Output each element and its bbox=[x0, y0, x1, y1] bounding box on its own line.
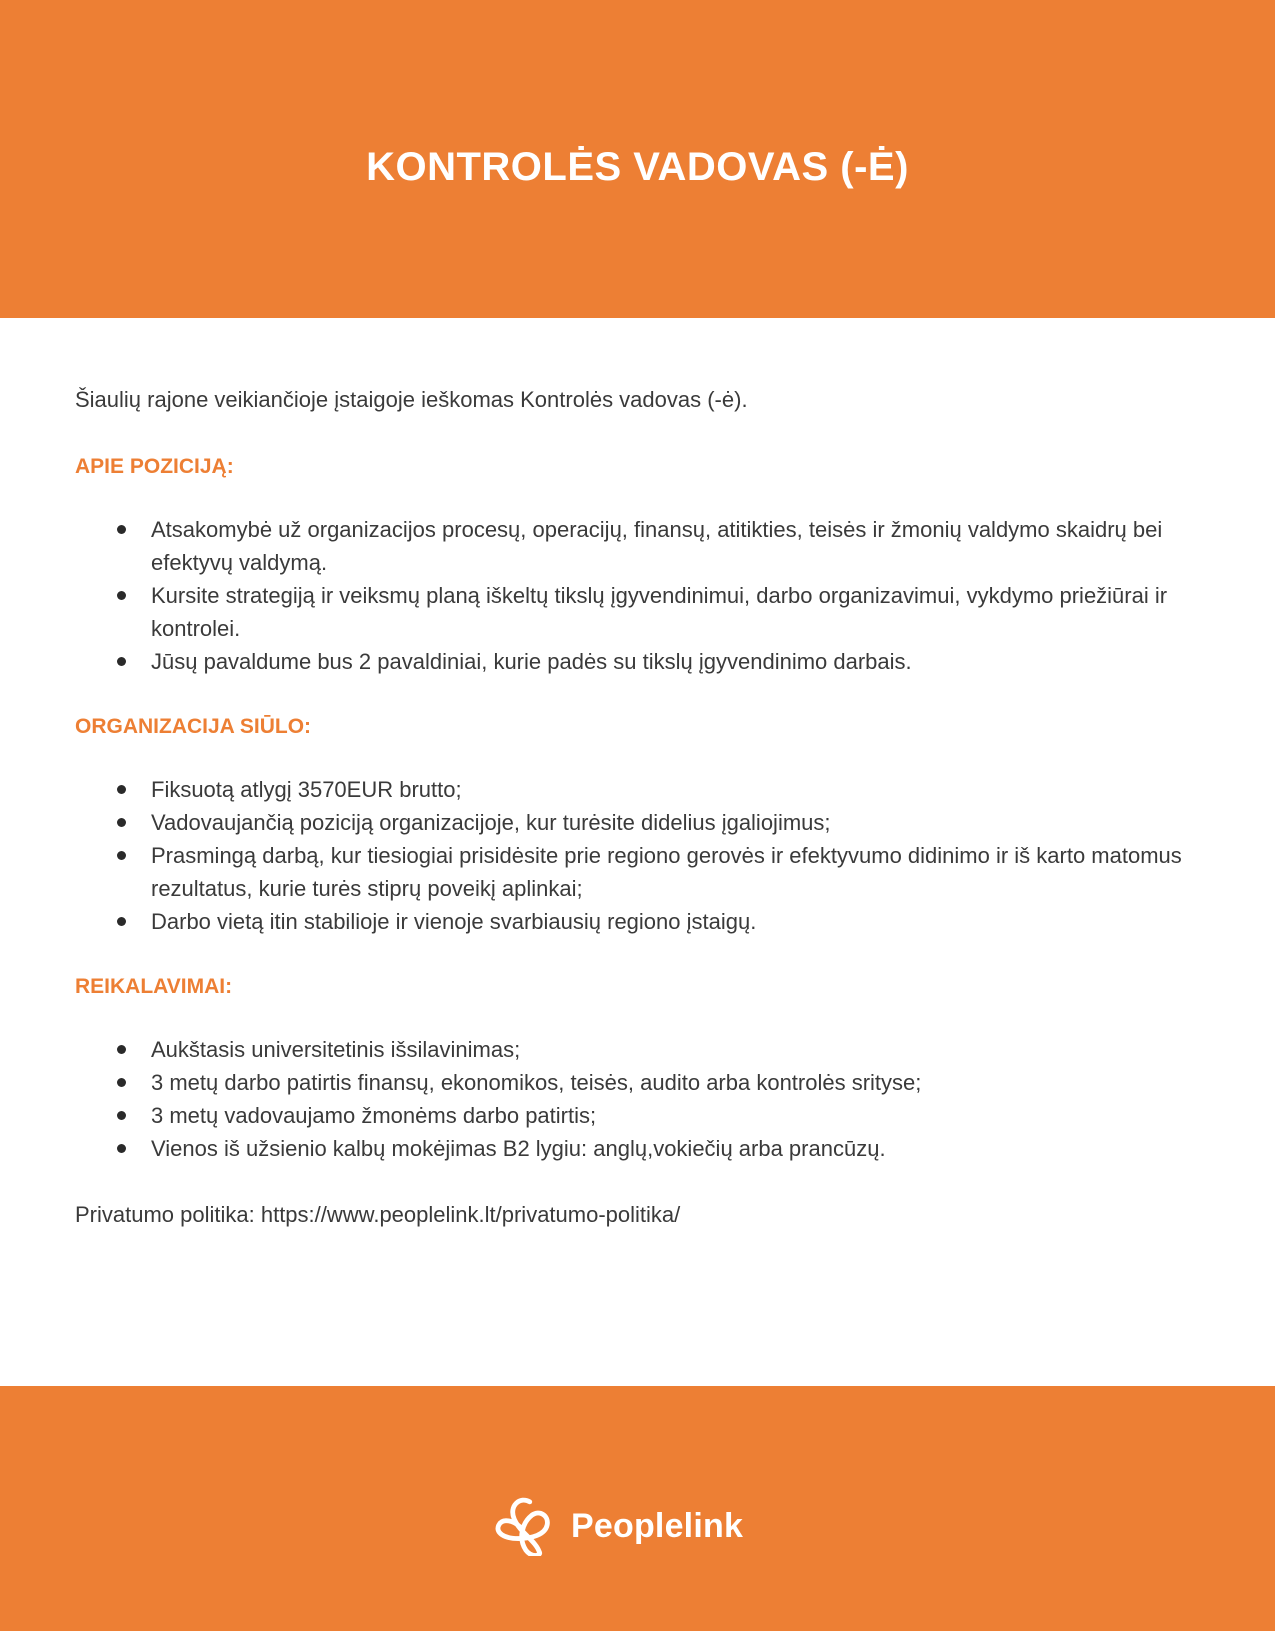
footer-banner bbox=[0, 1386, 1275, 1631]
bullet-icon bbox=[117, 1111, 126, 1120]
about-list bbox=[75, 513, 1205, 678]
list-item-text: Fiksuotą atlygį 3570EUR brutto; bbox=[151, 777, 462, 802]
peoplelink-logo-icon bbox=[493, 1496, 551, 1556]
document-body bbox=[75, 384, 1205, 1231]
bullet-icon bbox=[117, 785, 126, 794]
list-item-text: Vadovaujančią poziciją organizacijoje, kur turėsite didelius įgaliojimus; bbox=[151, 810, 831, 835]
requirements-list bbox=[75, 1033, 1205, 1165]
list-item bbox=[75, 645, 1205, 678]
privacy-policy-text: Privatumo politika: https://www.peoplelink.lt/privatumo-politika/ bbox=[75, 1202, 681, 1227]
header-banner bbox=[0, 0, 1275, 318]
list-item bbox=[75, 1066, 1205, 1099]
bullet-icon bbox=[117, 818, 126, 827]
section-heading-about: APIE POZICIJĄ: bbox=[75, 455, 234, 478]
offer-list bbox=[75, 773, 1205, 938]
list-item-text: Atsakomybė už organizacijos procesų, operacijų, finansų, atitikties, teisės ir žmonių valdymo skaidrų bei efektyvų valdymą. bbox=[151, 517, 1163, 575]
list-item-text: Kursite strategiją ir veiksmų planą iškeltų tikslų įgyvendinimui, darbo organizavimui, vykdymo priežiūrai ir kontrolei. bbox=[151, 583, 1168, 641]
list-item bbox=[75, 806, 1205, 839]
list-item-text: Jūsų pavaldume bus 2 pavaldiniai, kurie padės su tikslų įgyvendinimo darbais. bbox=[151, 649, 912, 674]
list-item bbox=[75, 579, 1205, 645]
list-item bbox=[75, 839, 1205, 905]
bullet-icon bbox=[117, 1078, 126, 1087]
list-item bbox=[75, 513, 1205, 579]
bullet-icon bbox=[117, 525, 126, 534]
section-heading-offer: ORGANIZACIJA SIŪLO: bbox=[75, 715, 312, 738]
list-item-text: Darbo vietą itin stabilioje ir vienoje svarbiausių regiono įstaigų. bbox=[151, 909, 757, 934]
bullet-icon bbox=[117, 1144, 126, 1153]
list-item-text: Vienos iš užsienio kalbų mokėjimas B2 lygiu: anglų,vokiečių arba prancūzų. bbox=[151, 1136, 886, 1161]
list-item-text: 3 metų darbo patirtis finansų, ekonomikos, teisės, audito arba kontrolės srityse; bbox=[151, 1070, 922, 1095]
list-item-text: Aukštasis universitetinis išsilavinimas; bbox=[151, 1037, 521, 1062]
list-item-text: Prasmingą darbą, kur tiesiogiai prisidėsite prie regiono gerovės ir efektyvumo didinimo ir iš karto matomus rezultatus, kurie turės stiprų poveikį aplinkai; bbox=[151, 843, 1182, 901]
bullet-icon bbox=[117, 657, 126, 666]
list-item bbox=[75, 1033, 1205, 1066]
bullet-icon bbox=[117, 917, 126, 926]
peoplelink-logo bbox=[493, 1496, 743, 1556]
list-item bbox=[75, 773, 1205, 806]
section-heading-requirements: REIKALAVIMAI: bbox=[75, 975, 233, 998]
intro-text: Šiaulių rajone veikiančioje įstaigoje ieškomas Kontrolės vadovas (-ė). bbox=[75, 387, 748, 412]
list-item bbox=[75, 905, 1205, 938]
bullet-icon bbox=[117, 591, 126, 600]
page-title: KONTROLĖS VADOVAS (-Ė) bbox=[366, 144, 909, 189]
list-item bbox=[75, 1132, 1205, 1165]
list-item-text: 3 metų vadovaujamo žmonėms darbo patirtis; bbox=[151, 1103, 597, 1128]
bullet-icon bbox=[117, 851, 126, 860]
bullet-icon bbox=[117, 1045, 126, 1054]
logo-text: Peoplelink bbox=[571, 1506, 744, 1545]
list-item bbox=[75, 1099, 1205, 1132]
